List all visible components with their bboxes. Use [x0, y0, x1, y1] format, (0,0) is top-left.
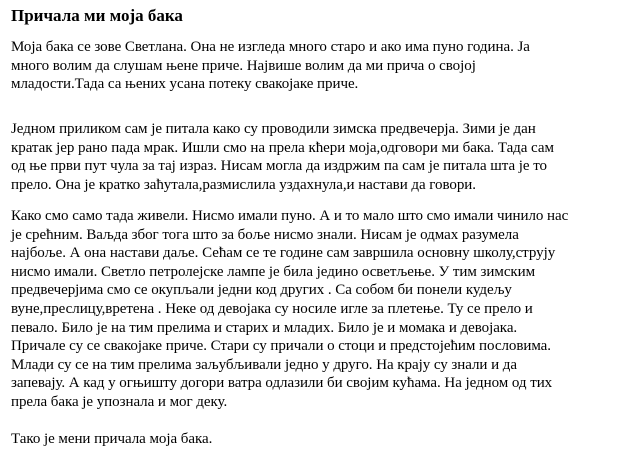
text-line: запевају. А кад у огњишту догори ватра одлазили би својим кућама. На једном од тих: [11, 375, 553, 392]
text-line: Млади су се на тим прелима заљубљивали једно у друго. На крају су знали и да: [11, 356, 517, 373]
text-line: Моја бака се зове Светлана. Она не изгледа много старо и ако има пуно година. Ја: [11, 39, 530, 55]
text-line: Тако је мени причала моја бака.: [11, 431, 213, 447]
text-line: певало. Било је на тим прелима и старих и младих. Било је и момака и девојака.: [11, 319, 518, 336]
paragraph-4: [11, 430, 212, 449]
text-line: од ње први пут чула за тај израз. Нисам могла да издржим па сам је питала шта је то: [11, 158, 547, 175]
text-line: је срећним. Ваљда због тога што за боље нисмо знали. Нисам је одмах разумела: [11, 226, 519, 243]
document-title: Причала ми моја бака: [11, 6, 183, 25]
text-line: вуне,преслицу,вретена . Неке од девојака су носиле игле за плетење. Ту се прело и: [11, 300, 533, 317]
text-line: кратак јер рано пада мрак. Ишли смо на прела кћери моја,одговори ми бака. Тада сам: [11, 139, 554, 156]
text-line: најбоље. А она настави даље. Сећам се те године сам завршила основну школу,струју: [11, 245, 556, 262]
text-line: Причале су се свакојаке приче. Стари су причали о стоци и предстојећим пословима.: [11, 338, 551, 355]
text-line: младости.Тада са њених усана потеку свакојаке приче.: [11, 76, 359, 93]
text-line: нисмо имали. Светло петролејске лампе је била једино осветљење. У тим зимским: [11, 263, 536, 280]
text-line: Једном приликом сам је питала како су проводили зимска предвечерја. Зими је дан: [11, 121, 536, 137]
text-line: прело. Она је кратко заћутала,размислила уздахнула,и настави да говори.: [11, 176, 476, 193]
text-line: предвечерјима смо се окупљали једни код других . Са собом би понели кудељу: [11, 282, 512, 299]
text-line: прела бака је упознала и мог деку.: [11, 393, 228, 410]
paragraph-3: [11, 207, 568, 412]
text-line: Како смо само тада живели. Нисмо имали пуно. А и то мало што смо имали чинило нас: [11, 208, 569, 224]
text-line: много волим да слушам њене приче. Највише волим да ми прича о својој: [11, 57, 476, 74]
document-page: [11, 0, 617, 447]
paragraph-1: [11, 38, 530, 94]
paragraph-2: [11, 120, 554, 194]
